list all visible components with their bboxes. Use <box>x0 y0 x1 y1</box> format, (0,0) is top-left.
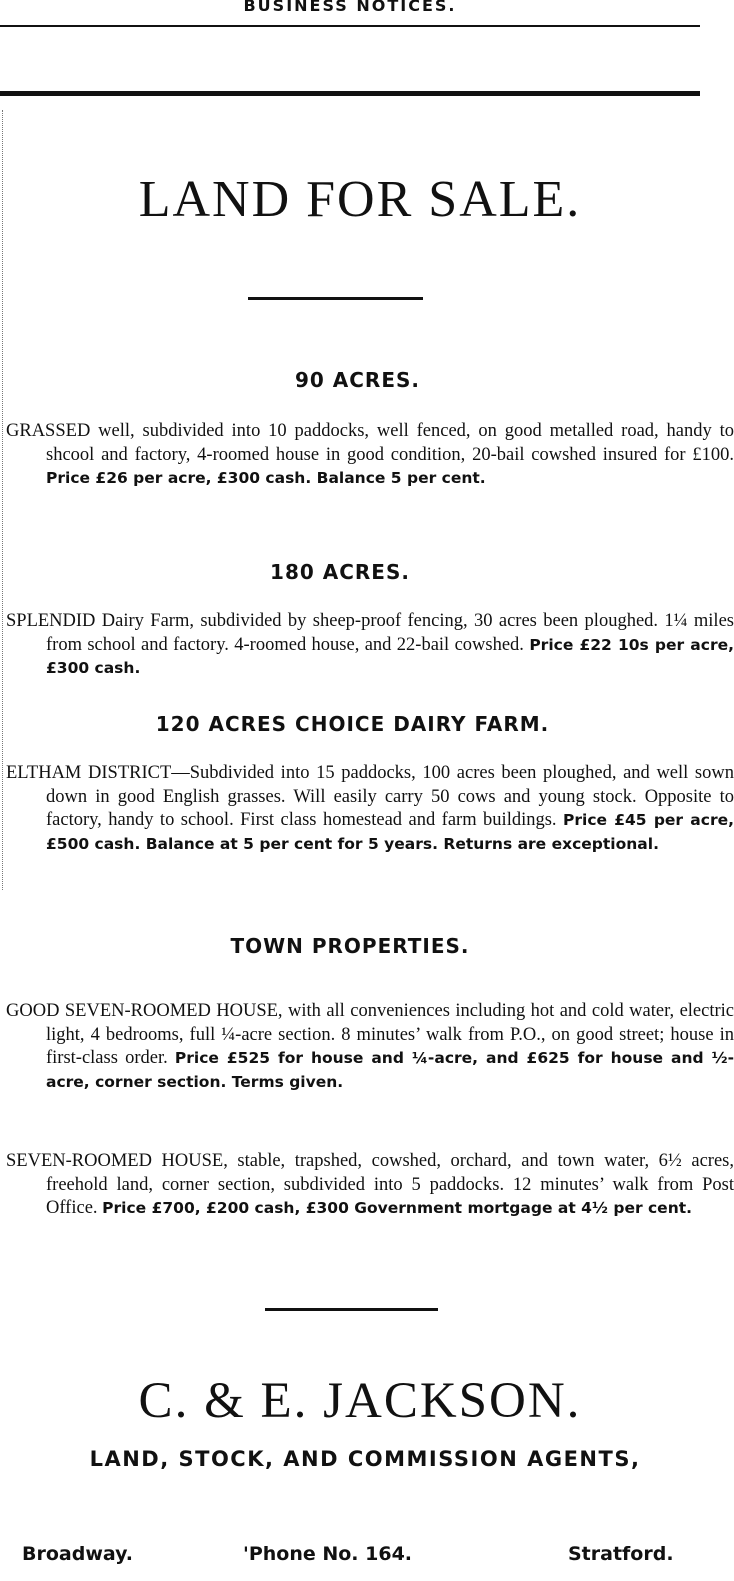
listing-text <box>6 762 734 856</box>
header-rule <box>0 25 700 27</box>
listing-body: SPLENDID Dairy Farm, subdivided by sheep-proof fencing, 30 acres been ploughed. 1¼ miles from school and factory. 4-roomed house, and 22-bail cowshed. <box>6 611 734 655</box>
listing-price: Price £26 per acre, £300 cash. Balance 5 per cent. <box>46 469 486 487</box>
agent-street: Broadway. <box>22 1543 133 1565</box>
footer-divider <box>265 1308 438 1311</box>
listing-body: SEVEN-ROOMED HOUSE, stable, trapshed, cowshed, orchard, and town water, 6½ acres, freehold land, corner section, subdivided into 5 paddocks. 12 minutes’ walk from Post Office. <box>6 1151 734 1218</box>
listing-text <box>6 420 734 491</box>
page-rule <box>0 91 700 96</box>
listing-price: Price £45 per acre, £500 cash. Balance at 5 per cent for 5 years. Returns are exceptional. <box>46 811 734 853</box>
listing-heading: 90 ACRES. <box>294 368 420 392</box>
section-header: BUSINESS NOTICES. <box>243 0 457 15</box>
listing-text <box>6 610 734 681</box>
listing-heading: 180 ACRES. <box>270 560 410 584</box>
section-heading: TOWN PROPERTIES. <box>230 934 470 958</box>
agent-town: Stratford. <box>568 1543 674 1565</box>
advert-title: LAND FOR SALE. <box>138 171 582 228</box>
agent-firm-name: C. & E. JACKSON. <box>138 1373 582 1429</box>
agent-description: LAND, STOCK, AND COMMISSION AGENTS, <box>89 1447 641 1471</box>
listing-price: Price £525 for house and ¼-acre, and £625 for house and ½-acre, corner section. Terms given. <box>46 1049 734 1091</box>
listing-price: Price £700, £200 cash, £300 Government mortgage at 4½ per cent. <box>102 1199 693 1217</box>
listing-body: GRASSED well, subdivided into 10 paddocks, well fenced, on good metalled road, handy to shcool and factory, 4-roomed house in good condition, 20-bail cowshed insured for £100. <box>6 421 734 465</box>
listing-price: Price £22 10s per acre, £300 cash. <box>46 635 734 677</box>
agent-phone: 'Phone No. 164. <box>243 1543 413 1565</box>
title-divider <box>248 297 423 300</box>
listing-body: GOOD SEVEN-ROOMED HOUSE, with all conveniences including hot and cold water, electric light, 4 bedrooms, full ¼-acre section. 8 minutes’ walk from P.O., on good street; house in first-class order. <box>6 1001 734 1068</box>
listing-text <box>6 1000 734 1094</box>
listing-heading: 120 ACRES CHOICE DAIRY FARM. <box>155 712 550 736</box>
listing-text <box>6 1150 734 1221</box>
listing-body: ELTHAM DISTRICT—Subdivided into 15 paddocks, 100 acres been ploughed, and well sown down in good English grasses. Will easily carry 50 cows and young stock. Opposite to factory, handy to school. First class homestead and farm buildings. <box>6 763 734 830</box>
